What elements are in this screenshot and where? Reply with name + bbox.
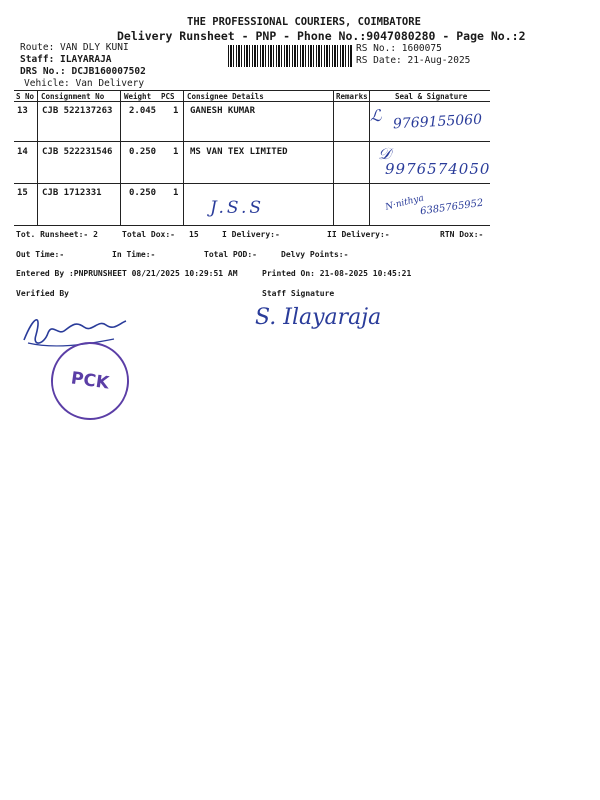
rs-date: RS Date: 21-Aug-2025 <box>356 55 471 66</box>
out-time: Out Time:- <box>16 250 65 259</box>
verified-by-label: Verified By <box>16 289 69 298</box>
rs-number: RS No.: 1600075 <box>356 43 442 54</box>
barcode <box>228 45 352 67</box>
row-consignee: MS VAN TEX LIMITED <box>190 147 288 157</box>
col-header-signature: Seal & Signature <box>395 92 468 101</box>
col-divider <box>37 90 38 225</box>
row-signature-scribble: 𝒟 <box>378 144 391 163</box>
col-header-consignment: Consignment No <box>41 92 105 101</box>
i-delivery: I Delivery:- <box>222 230 280 239</box>
row-sno: 13 <box>17 106 28 116</box>
row-pcs: 1 <box>173 188 179 198</box>
stamp-label: PCK <box>69 368 111 394</box>
row-consignee: GANESH KUMAR <box>190 106 256 116</box>
company-title: THE PROFESSIONAL COURIERS, COIMBATORE <box>187 16 421 28</box>
row-signature-phone: 9976574050 <box>385 160 491 178</box>
col-header-consignee: Consignee Details <box>187 92 264 101</box>
col-divider <box>120 90 121 225</box>
row-pcs: 1 <box>173 106 179 116</box>
row-sno: 15 <box>17 188 28 198</box>
table-bottom-rule <box>14 225 490 226</box>
row-consignment: CJB 522231546 <box>42 147 113 157</box>
row-weight: 2.045 <box>129 106 157 116</box>
row-rule <box>14 141 490 142</box>
row-consignment: CJB 522137263 <box>42 106 113 116</box>
staff-signature-handwritten: S. Ilayaraja <box>255 305 382 330</box>
drs-label: DRS No.: DCJB160007502 <box>20 66 146 77</box>
entered-by: Entered By :PNPRUNSHEET 08/21/2025 10:29:51 AM <box>16 269 238 278</box>
row-sno: 14 <box>17 147 28 157</box>
row-rule <box>14 183 490 184</box>
total-dox-value: 15 <box>189 230 199 239</box>
total-dox-label: Total Dox:- <box>122 230 175 239</box>
col-divider <box>333 90 334 225</box>
staff-signature-label: Staff Signature <box>262 289 335 298</box>
row-signature-scribble: N·nithya <box>384 193 425 213</box>
delvy-points: Delvy Points:- <box>281 250 349 259</box>
row-signature-phone: 9769155060 <box>392 111 483 133</box>
vehicle-label: Vehicle: Van Delivery <box>24 78 145 89</box>
route-label: Route: VAN DLY KUNI <box>20 42 129 53</box>
ii-delivery: II Delivery:- <box>327 230 390 239</box>
col-divider <box>183 90 184 225</box>
total-pod: Total POD:- <box>204 250 257 259</box>
printed-on: Printed On: 21-08-2025 10:45:21 <box>262 269 412 278</box>
tot-runsheet: Tot. Runsheet:- 2 <box>16 230 98 239</box>
in-time: In Time:- <box>112 250 156 259</box>
col-header-sno: S No <box>16 92 35 101</box>
row-signature-phone: 6385765952 <box>419 197 485 218</box>
col-header-remarks: Remarks <box>336 92 368 101</box>
table-header-rule <box>14 101 490 102</box>
staff-label: Staff: ILAYARAJA <box>20 54 112 65</box>
rtn-dox: RTN Dox:- <box>440 230 484 239</box>
row-consignment: CJB 1712331 <box>42 188 102 198</box>
col-header-weight: Weight <box>124 92 152 101</box>
table-top-rule <box>14 90 490 91</box>
row-pcs: 1 <box>173 147 179 157</box>
row-signature-scribble: ℒ <box>370 106 382 125</box>
col-header-pcs: PCS <box>161 92 175 101</box>
row-consignee-handwritten: J.S.S <box>210 198 264 218</box>
runsheet-subtitle: Delivery Runsheet - PNP - Phone No.:9047080280 - Page No.:2 <box>117 29 526 43</box>
row-weight: 0.250 <box>129 147 157 157</box>
row-weight: 0.250 <box>129 188 157 198</box>
